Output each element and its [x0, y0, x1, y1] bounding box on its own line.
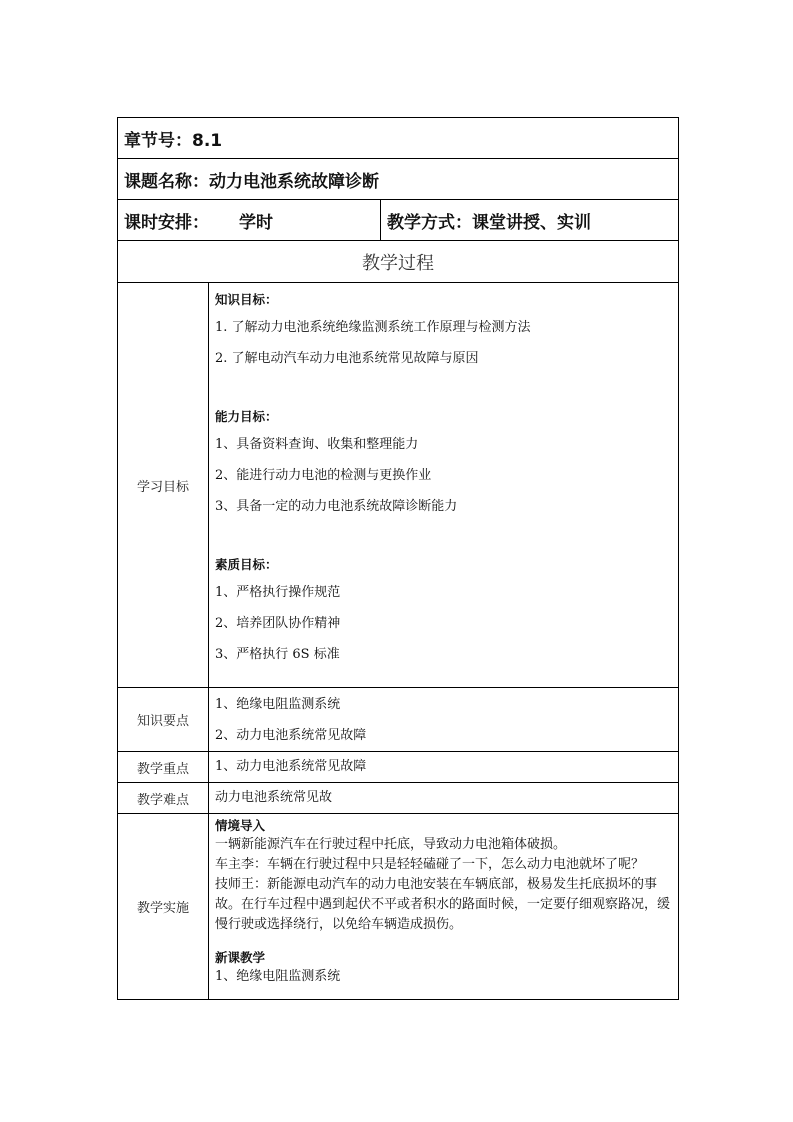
implementation-row	[118, 814, 679, 1000]
lesson-plan-table	[117, 117, 679, 1000]
quality-goal-item: 1、严格执行操作规范	[215, 585, 341, 600]
knowledge-points-content	[209, 688, 679, 752]
intro-paragraph: 技师王：新能源电动汽车的动力电池安装在车辆底部，极易发生托底损坏的事故。在行车过程中遇到起伏不平或者积水的路面时候，一定要仔细观察路况，缓慢行驶或选择绕行，以免给车辆造成损伤。	[215, 877, 671, 932]
implementation-label: 教学实施	[118, 814, 209, 1000]
knowledge-goal-item: 2. 了解电动汽车动力电池系统常见故障与原因	[215, 351, 479, 366]
learning-goals-content	[209, 283, 679, 688]
knowledge-goal-item: 1. 了解动力电池系统绝缘监测系统工作原理与检测方法	[215, 320, 531, 335]
process-title: 教学过程	[118, 241, 679, 283]
quality-goal-item: 2、培养团队协作精神	[215, 616, 341, 631]
schedule-label: 课时安排：	[124, 212, 209, 233]
knowledge-point-item: 2、动力电池系统常见故障	[215, 727, 367, 743]
key-point-item: 1、动力电池系统常见故障	[209, 752, 679, 783]
schedule-row	[118, 200, 679, 241]
difficult-points-label: 教学难点	[118, 783, 209, 814]
chapter-row	[118, 118, 679, 159]
topic-row	[118, 159, 679, 200]
ability-goal-item: 2、能进行动力电池的检测与更换作业	[215, 468, 432, 483]
key-points-row	[118, 752, 679, 783]
new-lesson-title: 新课教学	[215, 950, 266, 965]
quality-goals-title: 素质目标：	[215, 557, 278, 572]
ability-goals-title: 能力目标：	[215, 409, 278, 424]
process-row	[118, 241, 679, 283]
chapter-number: 章节号：8.1	[118, 118, 679, 159]
intro-paragraph: 车主李：车辆在行驶过程中只是轻轻磕碰了一下，怎么动力电池就坏了呢？	[215, 857, 645, 872]
intro-title: 情境导入	[215, 818, 266, 833]
teaching-method: 教学方式：课堂讲授、实训	[381, 200, 679, 241]
learning-goals-label: 学习目标	[118, 283, 209, 688]
difficult-point-item: 动力电池系统常见故	[209, 783, 679, 814]
knowledge-point-item: 1、绝缘电阻监测系统	[215, 696, 341, 712]
knowledge-points-label: 知识要点	[118, 688, 209, 752]
ability-goal-item: 3、具备一定的动力电池系统故障诊断能力	[215, 499, 458, 514]
new-lesson-item: 1、绝缘电阻监测系统	[215, 969, 341, 984]
knowledge-points-row	[118, 688, 679, 752]
topic-title: 课题名称：动力电池系统故障诊断	[118, 159, 679, 200]
ability-goal-item: 1、具备资料查询、收集和整理能力	[215, 437, 419, 452]
quality-goal-item: 3、严格执行 6S 标准	[215, 647, 340, 662]
schedule-value: 学时	[239, 212, 273, 233]
difficult-points-row	[118, 783, 679, 814]
key-points-label: 教学重点	[118, 752, 209, 783]
learning-goals-row	[118, 283, 679, 688]
implementation-content	[209, 814, 679, 1000]
intro-paragraph: 一辆新能源汽车在行驶过程中托底，导致动力电池箱体破损。	[215, 837, 567, 852]
schedule-cell	[118, 200, 381, 241]
knowledge-goals-title: 知识目标：	[215, 292, 278, 307]
lesson-plan-page	[117, 117, 678, 1000]
